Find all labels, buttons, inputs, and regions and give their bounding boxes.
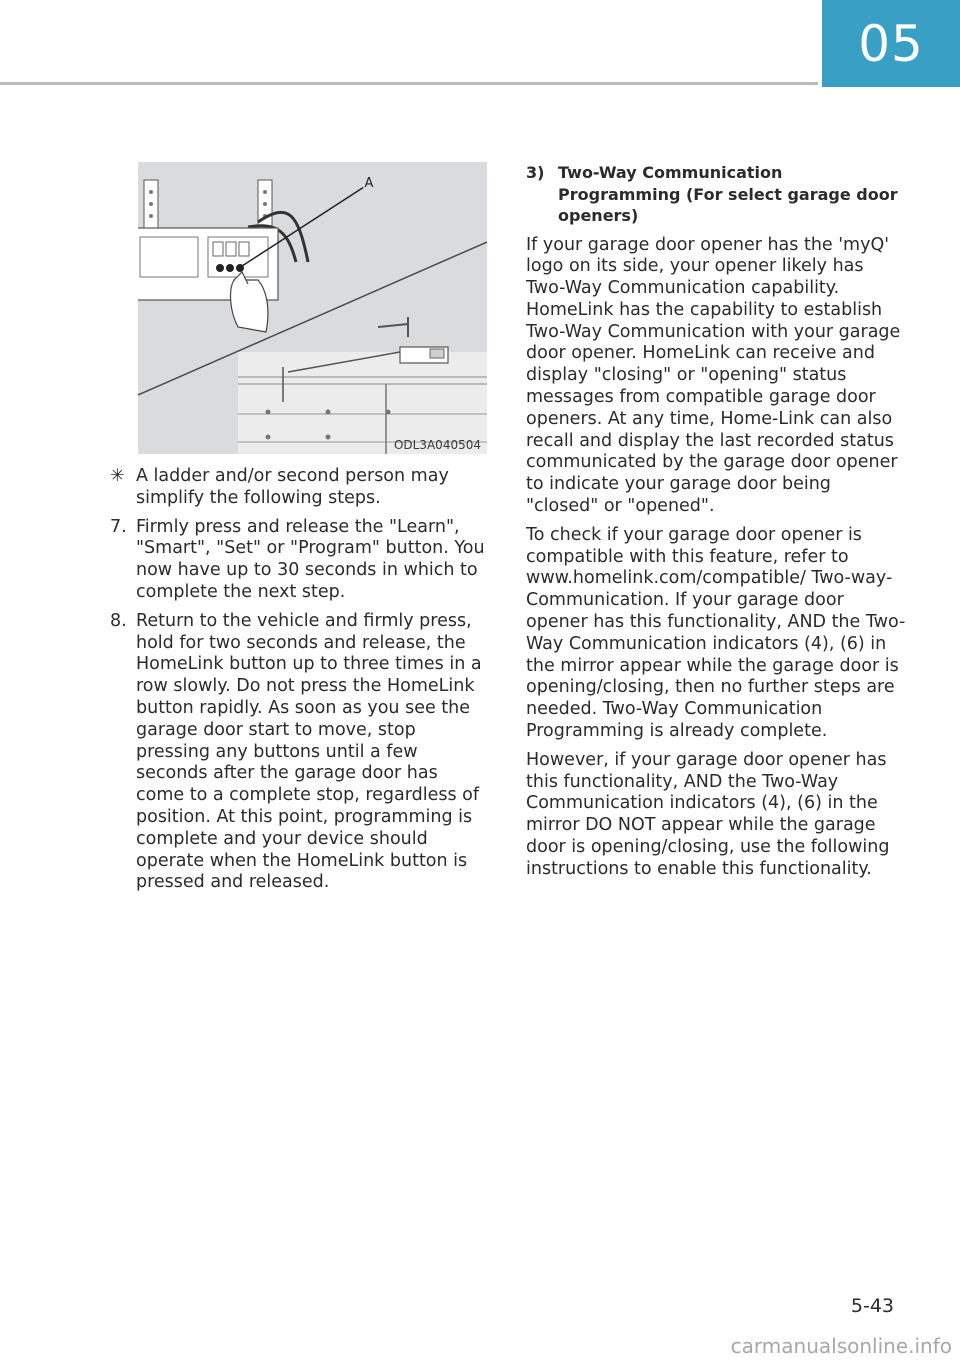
figure-code: ODL3A040504	[393, 438, 481, 452]
header-rule	[0, 82, 818, 85]
step-text: Firmly press and release the "Learn", "Smart", "Set" or "Program" button. You now have up to 30 seconds in which to complete the next step.	[136, 516, 485, 602]
watermark: carmanualsonline.info	[730, 1334, 952, 1358]
paragraph: To check if your garage door opener is compatible with this feature, refer to www.homelink.com/compatible/ Two-way-Communication. If your garage door opener has this functionality, AND the Two-Way Communication indicators (4), (6) in the mirror appear while the garage door is opening/closing, then no further steps are needed. Two-Way Communication Programming is already complete.	[526, 524, 906, 742]
step-text: Return to the vehicle and firmly press, hold for two seconds and release, the HomeLink button up to three times in a row slowly. Do not press the HomeLink button rapidly. As soon as you see the garage door start to move, stop pressing any buttons until a few seconds after the garage door has come to a complete stop, regardless of position. At this point, programming is complete and your device should operate when the HomeLink button is pressed and released.	[136, 610, 482, 893]
step-item	[110, 517, 490, 604]
note	[110, 466, 490, 510]
garage-opener-illustration	[138, 162, 487, 454]
step-number: 8.	[110, 610, 127, 631]
callout-label-a: A	[364, 176, 374, 191]
step-item	[110, 611, 490, 894]
section-number: 3)	[526, 163, 545, 182]
illustration-drawing	[138, 162, 487, 454]
chapter-number: 05	[822, 0, 960, 87]
section-heading	[526, 162, 906, 227]
paragraph: However, if your garage door opener has this functionality, AND the Two-Way Communication indicators (4), (6) in the mirror DO NOT appear while the garage door is opening/closing, use the following instructions to enable this functionality.	[526, 749, 890, 879]
page-number: 5-43	[850, 1295, 894, 1317]
note-star-icon: ✳	[110, 466, 125, 486]
note-text: A ladder and/or second person may simplify the following steps.	[136, 466, 449, 508]
right-column	[526, 162, 906, 888]
section-title: Two-Way Communication Programming (For select garage door openers)	[558, 163, 898, 225]
paragraph: If your garage door opener has the 'myQ' logo on its side, your opener likely has Two-Way Communication capability. HomeLink has the capability to establish Two-Way Communication with your garage door opener. HomeLink can receive and display "closing" or "opening" status messages from compatible garage door openers. At any time, Home-Link can also recall and display the last recorded status communicated by the garage door opener to indicate your garage door being "closed" or "opened".	[526, 234, 901, 517]
left-column	[110, 466, 490, 901]
step-number: 7.	[110, 516, 127, 537]
